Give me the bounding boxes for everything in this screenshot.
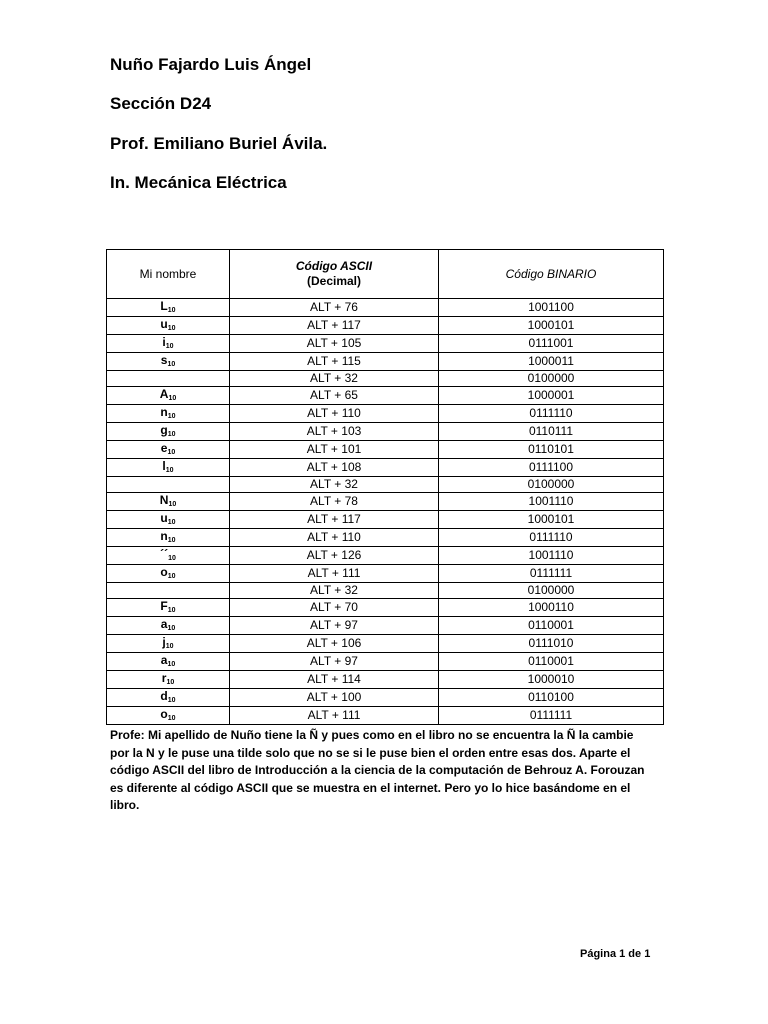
- cell-binary: 0111001: [439, 335, 664, 353]
- base-subscript: 10: [168, 555, 176, 562]
- cell-letter: [107, 477, 230, 493]
- base-subscript: 10: [168, 501, 177, 508]
- letter-text: e: [160, 441, 168, 455]
- base-subscript: 10: [167, 697, 176, 704]
- cell-ascii: ALT + 100: [230, 689, 439, 707]
- base-subscript: 10: [167, 607, 176, 614]
- letter-text: i: [162, 335, 166, 349]
- table-row: [107, 689, 664, 707]
- cell-ascii: ALT + 70: [230, 599, 439, 617]
- table-row: [107, 459, 664, 477]
- letter-text: F: [160, 599, 168, 613]
- cell-letter: [107, 441, 230, 459]
- cell-ascii: ALT + 111: [230, 707, 439, 725]
- table-row: [107, 371, 664, 387]
- cell-binary: 0110001: [439, 653, 664, 671]
- table-row: [107, 423, 664, 441]
- cell-binary: 1000110: [439, 599, 664, 617]
- cell-letter: [107, 423, 230, 441]
- cell-ascii: ALT + 111: [230, 565, 439, 583]
- cell-letter: [107, 299, 230, 317]
- base-subscript: 10: [167, 361, 176, 368]
- cell-binary: 0100000: [439, 371, 664, 387]
- letter-text: L: [160, 299, 168, 313]
- letter-text: g: [160, 423, 168, 437]
- cell-letter: [107, 689, 230, 707]
- base-subscript: 10: [168, 395, 177, 402]
- cell-letter: [107, 653, 230, 671]
- base-subscript: 10: [167, 413, 176, 420]
- cell-ascii: ALT + 110: [230, 405, 439, 423]
- cell-ascii: ALT + 97: [230, 653, 439, 671]
- cell-ascii: ALT + 65: [230, 387, 439, 405]
- base-subscript: 10: [167, 625, 176, 632]
- cell-ascii: ALT + 108: [230, 459, 439, 477]
- cell-letter: [107, 335, 230, 353]
- cell-ascii: ALT + 32: [230, 371, 439, 387]
- base-subscript: 10: [167, 431, 176, 438]
- career-label: In. Mecánica Eléctrica: [110, 173, 287, 192]
- letter-text: A: [159, 387, 169, 401]
- base-subscript: 10: [167, 325, 176, 332]
- table-row: [107, 671, 664, 689]
- letter-text: j: [162, 635, 166, 649]
- header-ascii: [230, 250, 439, 299]
- cell-ascii: ALT + 106: [230, 635, 439, 653]
- cell-ascii: ALT + 101: [230, 441, 439, 459]
- cell-letter: [107, 405, 230, 423]
- table-row: [107, 565, 664, 583]
- cell-letter: [107, 317, 230, 335]
- cell-ascii: ALT + 32: [230, 583, 439, 599]
- cell-letter: [107, 387, 230, 405]
- letter-text: o: [160, 565, 168, 579]
- cell-ascii: ALT + 126: [230, 547, 439, 565]
- cell-binary: 1000001: [439, 387, 664, 405]
- cell-ascii: ALT + 105: [230, 335, 439, 353]
- cell-letter: [107, 511, 230, 529]
- letter-text: o: [160, 707, 168, 721]
- letter-text: r: [161, 671, 167, 685]
- cell-binary: 0111110: [439, 405, 664, 423]
- cell-binary: 1000010: [439, 671, 664, 689]
- base-subscript: 10: [167, 519, 176, 526]
- cell-binary: 0111111: [439, 707, 664, 725]
- header-binary-label: Código BINARIO: [505, 266, 597, 281]
- cell-letter: [107, 493, 230, 511]
- cell-letter: [107, 707, 230, 725]
- cell-binary: 1000011: [439, 353, 664, 371]
- cell-letter: [107, 547, 230, 565]
- table-row: [107, 317, 664, 335]
- letter-text: d: [160, 689, 168, 703]
- base-subscript: 10: [166, 679, 175, 686]
- cell-binary: 0111010: [439, 635, 664, 653]
- letter-text: l: [162, 459, 166, 473]
- cell-ascii: ALT + 110: [230, 529, 439, 547]
- cell-binary: 0110100: [439, 689, 664, 707]
- cell-binary: 0110111: [439, 423, 664, 441]
- header-name: [107, 250, 230, 299]
- base-subscript: 10: [167, 537, 176, 544]
- cell-binary: 0100000: [439, 477, 664, 493]
- table-row: [107, 441, 664, 459]
- cell-ascii: ALT + 78: [230, 493, 439, 511]
- header-name-label: Mi nombre: [139, 266, 197, 281]
- cell-letter: [107, 529, 230, 547]
- table-row: [107, 405, 664, 423]
- ascii-table: [106, 249, 664, 725]
- cell-letter: [107, 565, 230, 583]
- base-subscript: 10: [167, 449, 176, 456]
- table-body: [107, 299, 664, 725]
- note-paragraph: Profe: Mi apellido de Nuño tiene la Ñ y pues como en el libro no se encuentra la Ñ la cambie por la N y le puse una tilde solo que no se si le puse bien el orden entre esas dos. Aparte el código ASCII del libro de Introducción a la ciencia de la computación de Behrouz A. Forouzan es diferente al código ASCII que se muestra en el internet. Pero yo lo hice basándome en el libro.: [110, 728, 645, 812]
- table-header-row: [107, 250, 664, 299]
- cell-binary: 1000101: [439, 317, 664, 335]
- cell-binary: 0110101: [439, 441, 664, 459]
- table-row: [107, 707, 664, 725]
- letter-text: u: [160, 511, 168, 525]
- cell-ascii: ALT + 97: [230, 617, 439, 635]
- table-row: [107, 599, 664, 617]
- letter-text: n: [160, 529, 168, 543]
- table-row: [107, 493, 664, 511]
- cell-binary: 0111111: [439, 565, 664, 583]
- table-row: [107, 617, 664, 635]
- letter-text: n: [160, 405, 168, 419]
- cell-letter: [107, 599, 230, 617]
- table-row: [107, 477, 664, 493]
- cell-binary: 0111100: [439, 459, 664, 477]
- base-subscript: 10: [167, 715, 176, 722]
- cell-binary: 0111110: [439, 529, 664, 547]
- cell-ascii: ALT + 103: [230, 423, 439, 441]
- student-name: Nuño Fajardo Luis Ángel: [110, 55, 312, 74]
- cell-ascii: ALT + 32: [230, 477, 439, 493]
- table-row: [107, 635, 664, 653]
- letter-text: s: [160, 353, 168, 367]
- cell-ascii: ALT + 76: [230, 299, 439, 317]
- cell-letter: [107, 353, 230, 371]
- letter-text: a: [160, 617, 168, 631]
- cell-binary: 1001110: [439, 547, 664, 565]
- cell-binary: 1001110: [439, 493, 664, 511]
- base-subscript: 10: [165, 643, 174, 650]
- table-row: [107, 547, 664, 565]
- table-row: [107, 529, 664, 547]
- table-row: [107, 583, 664, 599]
- cell-letter: [107, 671, 230, 689]
- base-subscript: 10: [167, 573, 176, 580]
- cell-letter: [107, 371, 230, 387]
- cell-binary: 1001100: [439, 299, 664, 317]
- table-row: [107, 353, 664, 371]
- cell-letter: [107, 635, 230, 653]
- cell-ascii: ALT + 114: [230, 671, 439, 689]
- cell-ascii: ALT + 115: [230, 353, 439, 371]
- cell-binary: 0100000: [439, 583, 664, 599]
- cell-binary: 1000101: [439, 511, 664, 529]
- table-row: [107, 299, 664, 317]
- header-ascii-bottom: (Decimal): [306, 274, 362, 288]
- header-ascii-top: Código ASCII: [295, 259, 373, 273]
- letter-text: a: [160, 653, 168, 667]
- cell-ascii: ALT + 117: [230, 511, 439, 529]
- table-row: [107, 335, 664, 353]
- table-row: [107, 387, 664, 405]
- base-subscript: 10: [167, 661, 176, 668]
- letter-text: N: [159, 493, 169, 507]
- letter-text: ´´: [160, 547, 169, 561]
- table-row: [107, 653, 664, 671]
- cell-ascii: ALT + 117: [230, 317, 439, 335]
- cell-letter: [107, 459, 230, 477]
- section-label: Sección D24: [110, 94, 212, 113]
- professor-name: Prof. Emiliano Buriel Ávila.: [110, 134, 328, 153]
- page-number: Página 1 de 1: [580, 948, 651, 960]
- cell-binary: 0110001: [439, 617, 664, 635]
- base-subscript: 10: [165, 343, 174, 350]
- header-binary: [439, 250, 664, 299]
- table-row: [107, 511, 664, 529]
- base-subscript: 10: [165, 467, 174, 474]
- base-subscript: 10: [167, 307, 176, 314]
- letter-text: u: [160, 317, 168, 331]
- cell-letter: [107, 583, 230, 599]
- cell-letter: [107, 617, 230, 635]
